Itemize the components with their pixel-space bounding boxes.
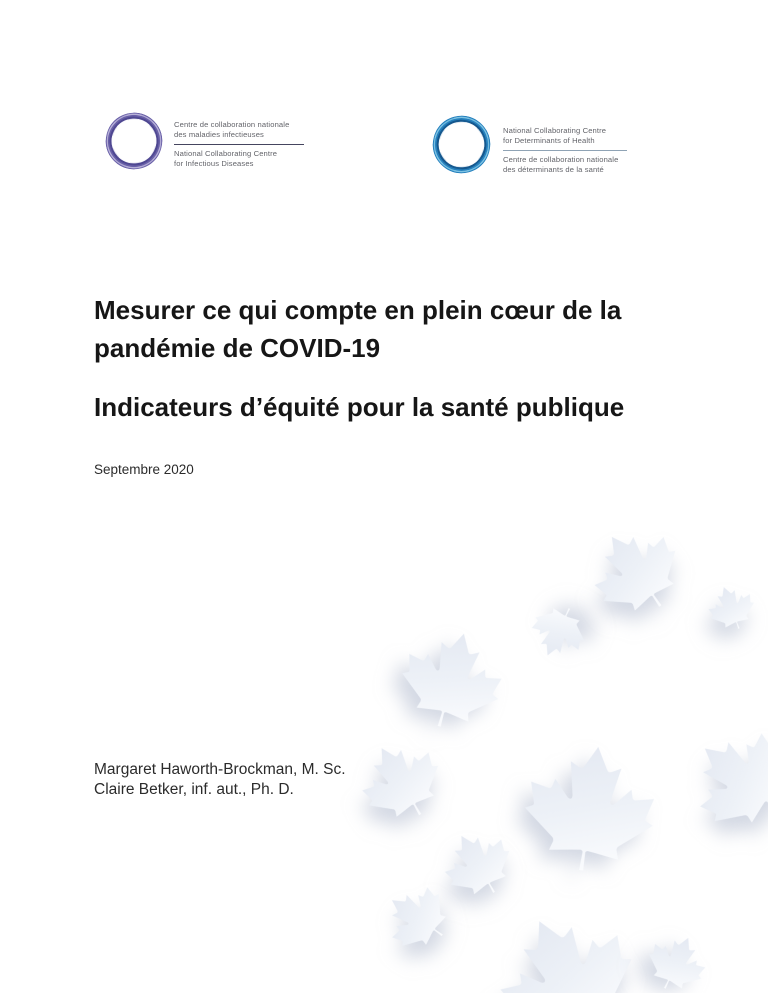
- maple-leaf-decoration: [345, 725, 454, 834]
- document-title: [94, 291, 704, 367]
- maple-leaf-decoration: [702, 578, 761, 637]
- maple-leaf-decoration: [517, 733, 664, 880]
- nccdh-spiral-icon: [430, 113, 493, 176]
- logo-text-line: for Infectious Diseases: [174, 158, 254, 168]
- logo-text-line: des déterminants de la santé: [503, 164, 604, 174]
- maple-leaf-decoration: [431, 817, 524, 910]
- nccid-spiral-icon: [103, 110, 165, 172]
- nccid-logo: [103, 110, 304, 172]
- nccid-logo-text: [174, 120, 304, 169]
- logo-divider: [503, 150, 627, 151]
- maple-leaf-decoration: [638, 923, 715, 993]
- logo-text-line: National Collaborating Centre: [503, 126, 607, 135]
- author-line: Claire Betker, inf. aut., Ph. D.: [94, 781, 294, 798]
- maple-leaf-decoration: [371, 872, 460, 961]
- maple-leaf-decoration: [670, 708, 768, 849]
- maple-leaf-decoration: [522, 597, 594, 669]
- logo-divider: [174, 144, 304, 145]
- title-line-1: Mesurer ce qui compte en plein cœur de la: [94, 295, 622, 325]
- logo-text-line: National Collaborating Centre: [174, 148, 278, 158]
- publication-date: Septembre 2020: [94, 462, 194, 477]
- nccdh-logo-text: [503, 126, 627, 175]
- title-line-2: pandémie de COVID-19: [94, 333, 381, 363]
- maple-leaf-decoration: [476, 888, 655, 993]
- logo-text-line: Centre de collaboration nationale: [174, 120, 290, 129]
- maple-leaf-decoration: [391, 617, 513, 739]
- logo-text-line: des maladies infectieuses: [174, 130, 264, 139]
- logo-text-line: Centre de collaboration nationale: [503, 154, 619, 164]
- authors-block: [94, 760, 346, 800]
- logo-text-line: for Determinants of Health: [503, 136, 595, 145]
- author-line: Margaret Haworth-Brockman, M. Sc.: [94, 761, 346, 778]
- document-subtitle: Indicateurs d’équité pour la santé publique: [94, 392, 625, 422]
- maple-leaf-decoration: [574, 509, 697, 632]
- nccdh-logo: [430, 113, 627, 176]
